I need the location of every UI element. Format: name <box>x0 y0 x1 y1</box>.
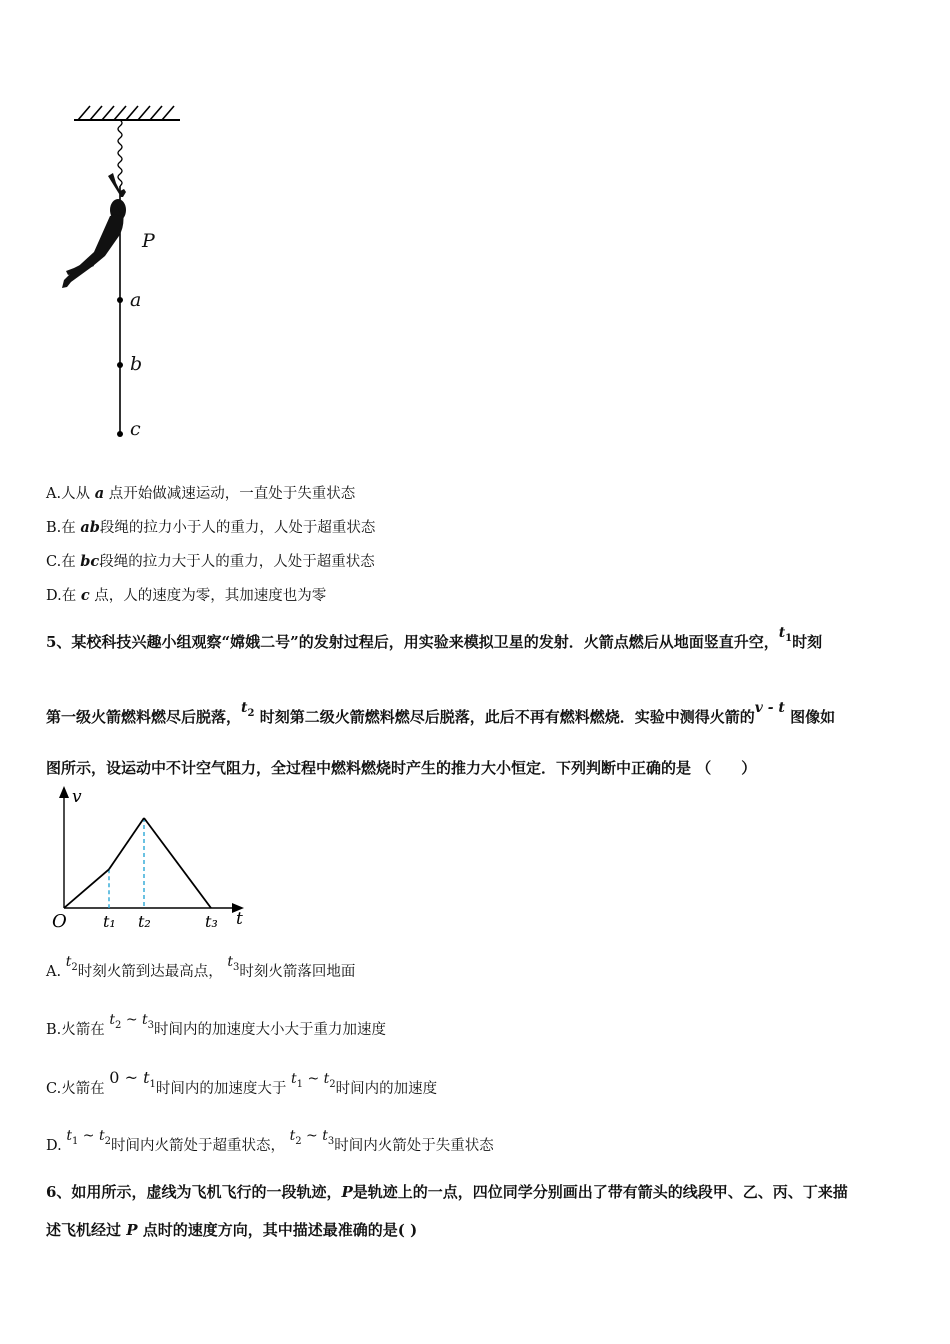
x-tick-label: t₂ <box>138 912 151 931</box>
q4-option-a[interactable]: A.人从 a 点开始做减速运动，一直处于失重状态 <box>46 485 356 502</box>
q4-option-b[interactable]: B.在 ab段绳的拉力小于人的重力，人处于超重状态 <box>46 519 376 536</box>
y-axis-label: v <box>72 787 82 807</box>
label-b: b <box>130 353 143 375</box>
q5-option-a[interactable]: A. $t_2$时刻火箭到达最高点， $t_3$时刻火箭落回地面 <box>46 954 356 980</box>
chart-tick-labels <box>52 911 218 932</box>
series-segment <box>109 818 144 869</box>
x-tick-label: t₃ <box>205 912 218 931</box>
q5-option-c[interactable]: C.火箭在 0 ~ $t_1$时间内的加速度大于 $t_1$ ~ $t_2$时间内的加速度 <box>46 1068 438 1097</box>
q6-line-1: 6、如用所示，虚线为飞机飞行的一段轨迹，P是轨迹上的一点，四位同学分别画出了带有箭头的线段甲、乙、丙、丁来描 <box>46 1183 848 1201</box>
elastic-rope <box>118 120 122 186</box>
label-a: a <box>130 289 142 311</box>
q5-line-2: 第一级火箭燃料燃尽后脱落，$t_2$ 时刻第二级火箭燃料燃尽后脱落，此后不再有燃料燃烧．实验中测得火箭的v - t 图像如 <box>46 700 836 726</box>
x-tick-label: t₁ <box>103 912 116 931</box>
q6-line-2: 述飞机经过 P 点时的速度方向，其中描述最准确的是( ) <box>46 1221 418 1239</box>
series-segment <box>64 869 109 908</box>
q4-option-c[interactable]: C.在 bc段绳的拉力大于人的重力，人处于超重状态 <box>46 553 375 570</box>
x-axis-label: t <box>236 909 243 929</box>
q4-option-d[interactable]: D.在 c 点，人的速度为零，其加速度也为零 <box>46 587 327 604</box>
point-a <box>117 297 123 303</box>
label-p: P <box>142 230 155 252</box>
q5-line-1: 5、某校科技兴趣小组观察“嫦娥二号”的发射过程后，用实验来模拟卫星的发射．火箭点燃后从地面竖直升空，$t_1$时刻 <box>46 625 823 651</box>
ceiling-hatch <box>78 106 174 120</box>
x-tick-label: O <box>52 911 67 932</box>
series-segment <box>144 818 211 908</box>
q5-option-d[interactable]: D. $t_1$ ~ $t_2$时间内火箭处于超重状态， $t_2$ ~ $t_3$时间内火箭处于失重状态 <box>46 1128 494 1154</box>
y-axis-arrow <box>59 786 69 798</box>
point-c <box>117 431 123 437</box>
bungee-figure <box>60 100 200 445</box>
chart-axes <box>64 792 238 908</box>
q5-option-b[interactable]: B.火箭在 $t_2$ ~ $t_3$时间内的加速度大小大于重力加速度 <box>46 1012 387 1038</box>
point-b <box>117 362 123 368</box>
jumper-silhouette <box>62 173 126 288</box>
chart-series <box>64 818 211 908</box>
q5-line-3: 图所示，设运动中不计空气阻力，全过程中燃料燃烧时产生的推力大小恒定．下列判断中正确的是 （ ） <box>46 759 757 777</box>
vt-chart <box>44 784 260 932</box>
label-c: c <box>130 418 141 440</box>
